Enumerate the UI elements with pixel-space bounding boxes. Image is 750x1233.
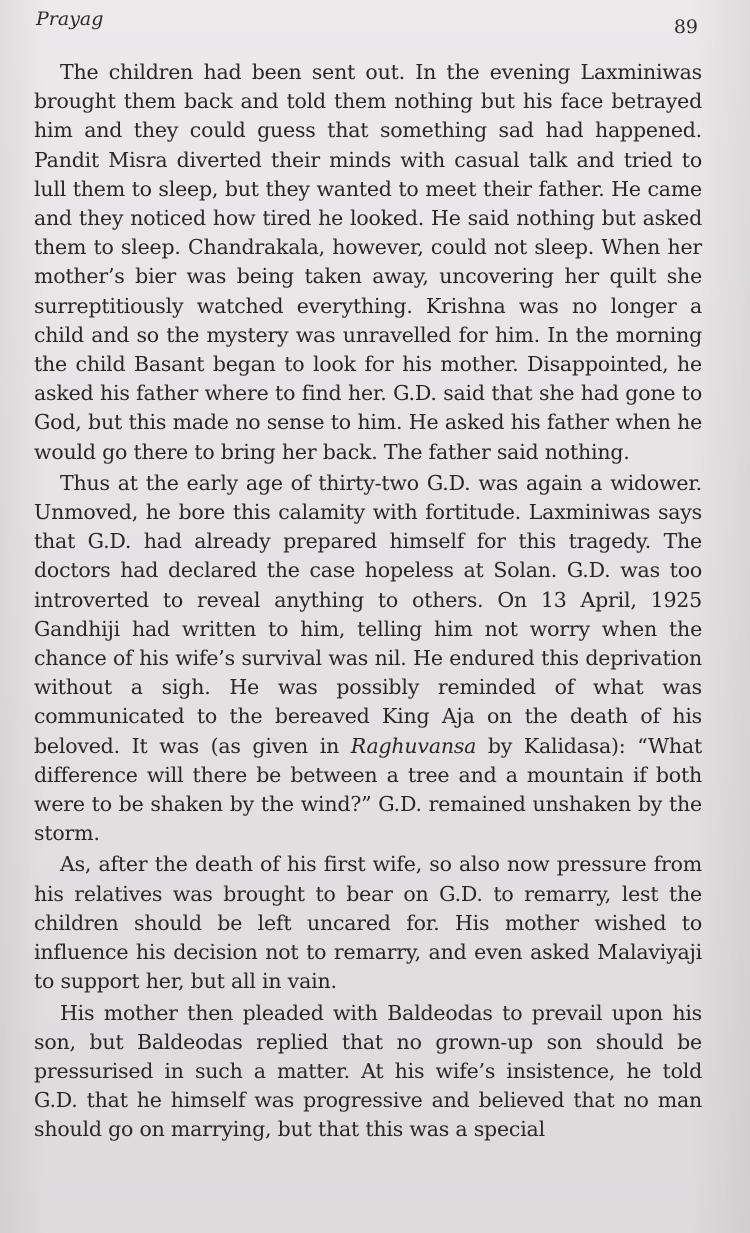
running-title: Prayag (36, 8, 104, 30)
page-number: 89 (673, 16, 698, 38)
body-text (34, 58, 702, 1145)
running-head (36, 8, 698, 38)
paragraph-1: The children had been sent out. In the evening Laxminiwas brought them back and told them nothing but his face betrayed him and they could guess that something sad had happened. Pandit Misra diverted their minds with casual talk and tried to lull them to sleep, but they wanted to meet their father. He came and they noticed how tired he looked. He said nothing but asked them to sleep. Chandrakala, however, could not sleep. When her mother’s bier was being taken away, uncovering her quilt she surreptitiously watched everything. Krishna was no longer a child and so the mystery was unravelled for him. In the morning the child Basant began to look for his mother. Disappointed, he asked his father where to find her. G.D. said that she had gone to God, but this made no sense to him. He asked his father when he would go there to bring her back. The father said nothing. (34, 60, 702, 464)
paragraph-4: His mother then pleaded with Baldeodas to prevail upon his son, but Baldeodas replied that no grown-up son should be pressurised in such a matter. At his wife’s insistence, he told G.D. that he himself was progressive and believed that no man should go on marrying, but that this was a special (34, 1000, 702, 1142)
paragraph-2-text-b: by Kalidasa): “What difference will there be between a tree and a mountain if both were to be shaken by the wind?” G.D. remained unshaken by the storm. (34, 733, 702, 846)
book-title-italic: Raghuvansa (350, 733, 477, 758)
paragraph-2 (34, 469, 702, 849)
paragraph-3: As, after the death of his first wife, so also now pressure from his relatives was brought to bear on G.D. to remarry, lest the children should be left uncared for. His mother wished to influence his decision not to remarry, and even asked Malaviyaji to support her, but all in vain. (34, 852, 702, 994)
paragraph-2-text-a: Thus at the early age of thirty-two G.D. was again a widower. Unmoved, he bore this calamity with fortitude. Laxminiwas says that G.D. had already prepared himself for this tragedy. The doctors had declared the case hopeless at Solan. G.D. was too introverted to reveal anything to others. On 13 April, 1925 Gandhiji had written to him, telling him not worry when the chance of his wife’s survival was nil. He endured this deprivation without a sigh. He was possibly reminded of what was communicated to the bereaved King Aja on the death of his beloved. It was (as given in (34, 470, 702, 758)
